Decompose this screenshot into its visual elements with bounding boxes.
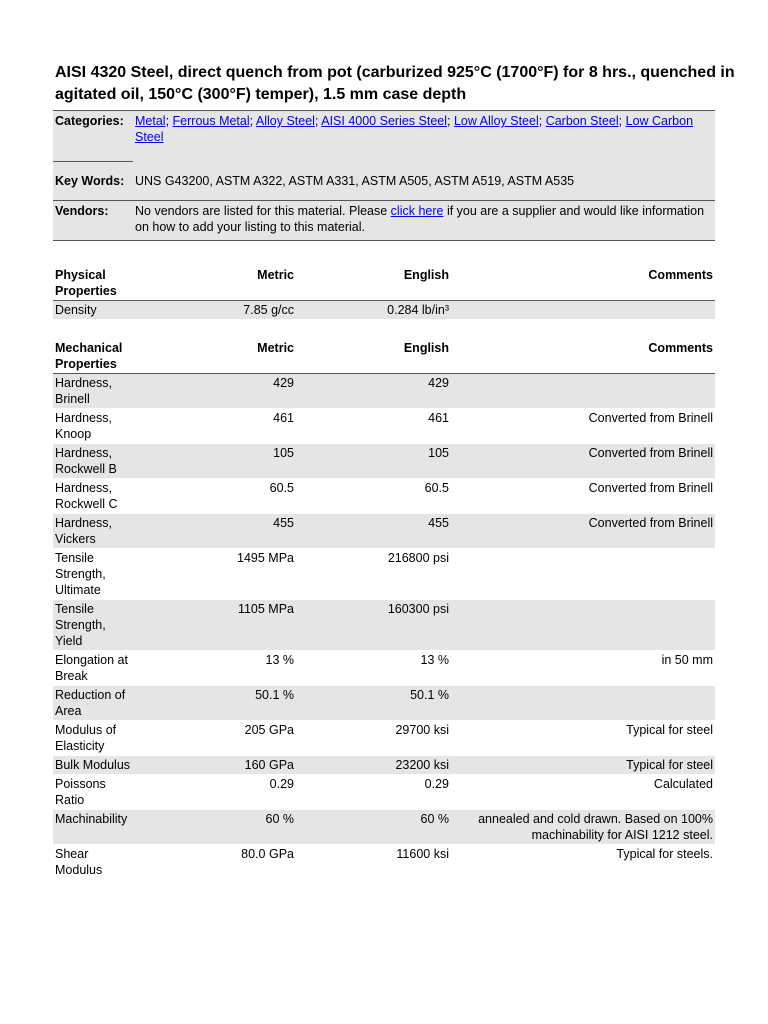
comment: Typical for steel — [451, 756, 715, 775]
comment: in 50 mm — [451, 651, 715, 686]
table-row — [53, 514, 715, 549]
english-value: 216800 psi — [296, 549, 451, 600]
material-info-table — [53, 110, 715, 241]
comment: Converted from Brinell — [451, 479, 715, 514]
property-name: Hardness, Rockwell B — [53, 444, 136, 479]
table-row — [53, 479, 715, 514]
table-row — [53, 845, 715, 880]
categories-label: Categories: — [53, 111, 133, 162]
comment: Converted from Brinell — [451, 409, 715, 444]
metric-value: 1495 MPa — [136, 549, 296, 600]
english-value: 23200 ksi — [296, 756, 451, 775]
english-value: 0.29 — [296, 775, 451, 810]
category-link[interactable]: Alloy Steel — [255, 114, 315, 128]
metric-value: 60.5 — [136, 479, 296, 514]
english-value: 60.5 — [296, 479, 451, 514]
property-name: Density — [53, 301, 136, 320]
english-value: 13 % — [296, 651, 451, 686]
page-title: AISI 4320 Steel, direct quench from pot (carburized 925°C (1700°F) for 8 hrs., quenched in agitated oil, 150°C (300°F) temper), 1.5 mm case depth — [55, 64, 735, 103]
table-row — [53, 301, 715, 320]
metric-value: 0.29 — [136, 775, 296, 810]
property-name: Hardness, Brinell — [53, 374, 136, 409]
table-row — [53, 374, 715, 409]
english-value: 0.284 lb/in³ — [296, 301, 451, 320]
metric-value: 1105 MPa — [136, 600, 296, 651]
property-name: Tensile Strength, Yield — [53, 600, 136, 651]
vendors-label: Vendors: — [53, 201, 133, 241]
keywords-label: Key Words: — [53, 162, 133, 201]
property-name: Shear Modulus — [53, 845, 136, 880]
comment: Typical for steels. — [451, 845, 715, 880]
comment — [451, 549, 715, 600]
table-row — [53, 756, 715, 775]
category-separator: ; — [447, 114, 454, 128]
categories-row — [53, 111, 715, 162]
vendors-text — [133, 201, 715, 241]
table-row — [53, 810, 715, 845]
comment — [451, 374, 715, 409]
table-row — [53, 409, 715, 444]
metric-value: 205 GPa — [136, 721, 296, 756]
metric-value: 461 — [136, 409, 296, 444]
category-separator: ; — [314, 114, 322, 128]
vendor-click-here-link[interactable]: click here — [390, 204, 444, 218]
mechanical-properties-table — [53, 339, 715, 880]
mechanical-header-metric: Metric — [136, 339, 296, 374]
table-row — [53, 600, 715, 651]
category-separator: ; — [249, 114, 256, 128]
vendors-text-before: No vendors are listed for this material. Please — [135, 204, 391, 218]
category-link[interactable]: AISI 4000 Series Steel — [321, 114, 448, 128]
english-value: 11600 ksi — [296, 845, 451, 880]
category-link[interactable]: Ferrous Metal — [172, 114, 250, 128]
comment — [451, 686, 715, 721]
english-value: 455 — [296, 514, 451, 549]
comment: Calculated — [451, 775, 715, 810]
category-link[interactable]: Low Carbon Steel — [135, 114, 694, 144]
physical-properties-table — [53, 266, 715, 320]
vendors-text-after: if you are a supplier and would like information on how to add your listing to this material. — [135, 204, 705, 234]
english-value: 105 — [296, 444, 451, 479]
metric-value: 429 — [136, 374, 296, 409]
metric-value: 13 % — [136, 651, 296, 686]
metric-value: 105 — [136, 444, 296, 479]
category-link[interactable]: Carbon Steel — [545, 114, 619, 128]
comment: annealed and cold drawn. Based on 100% machinability for AISI 1212 steel. — [451, 810, 715, 845]
physical-header-property: Physical Properties — [53, 266, 136, 301]
metric-value: 7.85 g/cc — [136, 301, 296, 320]
metric-value: 455 — [136, 514, 296, 549]
english-value: 160300 psi — [296, 600, 451, 651]
category-separator: ; — [165, 114, 173, 128]
property-name: Hardness, Vickers — [53, 514, 136, 549]
comment — [451, 301, 715, 320]
metric-value: 60 % — [136, 810, 296, 845]
category-link[interactable]: Metal — [135, 114, 166, 128]
property-name: Tensile Strength, Ultimate — [53, 549, 136, 600]
category-separator: ; — [618, 114, 626, 128]
property-name: Poissons Ratio — [53, 775, 136, 810]
comment: Converted from Brinell — [451, 514, 715, 549]
property-name: Elongation at Break — [53, 651, 136, 686]
english-value: 429 — [296, 374, 451, 409]
english-value: 50.1 % — [296, 686, 451, 721]
keywords-row — [53, 162, 715, 201]
table-row — [53, 549, 715, 600]
category-link[interactable]: Low Alloy Steel — [453, 114, 539, 128]
physical-header-comments: Comments — [451, 266, 715, 301]
property-name: Modulus of Elasticity — [53, 721, 136, 756]
physical-header-row — [53, 266, 715, 301]
english-value: 29700 ksi — [296, 721, 451, 756]
property-name: Hardness, Rockwell C — [53, 479, 136, 514]
keywords-value: UNS G43200, ASTM A322, ASTM A331, ASTM A505, ASTM A519, ASTM A535 — [133, 162, 715, 201]
table-row — [53, 721, 715, 756]
mechanical-header-english: English — [296, 339, 451, 374]
metric-value: 50.1 % — [136, 686, 296, 721]
property-name: Hardness, Knoop — [53, 409, 136, 444]
vendors-row — [53, 201, 715, 241]
physical-header-metric: Metric — [136, 266, 296, 301]
property-name: Machinability — [53, 810, 136, 845]
property-name: Reduction of Area — [53, 686, 136, 721]
comment: Converted from Brinell — [451, 444, 715, 479]
table-row — [53, 651, 715, 686]
mechanical-header-comments: Comments — [451, 339, 715, 374]
table-row — [53, 444, 715, 479]
metric-value: 80.0 GPa — [136, 845, 296, 880]
english-value: 60 % — [296, 810, 451, 845]
table-row — [53, 686, 715, 721]
mechanical-header-property: Mechanical Properties — [53, 339, 136, 374]
table-row — [53, 775, 715, 810]
physical-header-english: English — [296, 266, 451, 301]
metric-value: 160 GPa — [136, 756, 296, 775]
comment: Typical for steel — [451, 721, 715, 756]
english-value: 461 — [296, 409, 451, 444]
categories-links — [133, 111, 715, 162]
category-separator: ; — [538, 114, 546, 128]
mechanical-header-row — [53, 339, 715, 374]
comment — [451, 600, 715, 651]
property-name: Bulk Modulus — [53, 756, 136, 775]
